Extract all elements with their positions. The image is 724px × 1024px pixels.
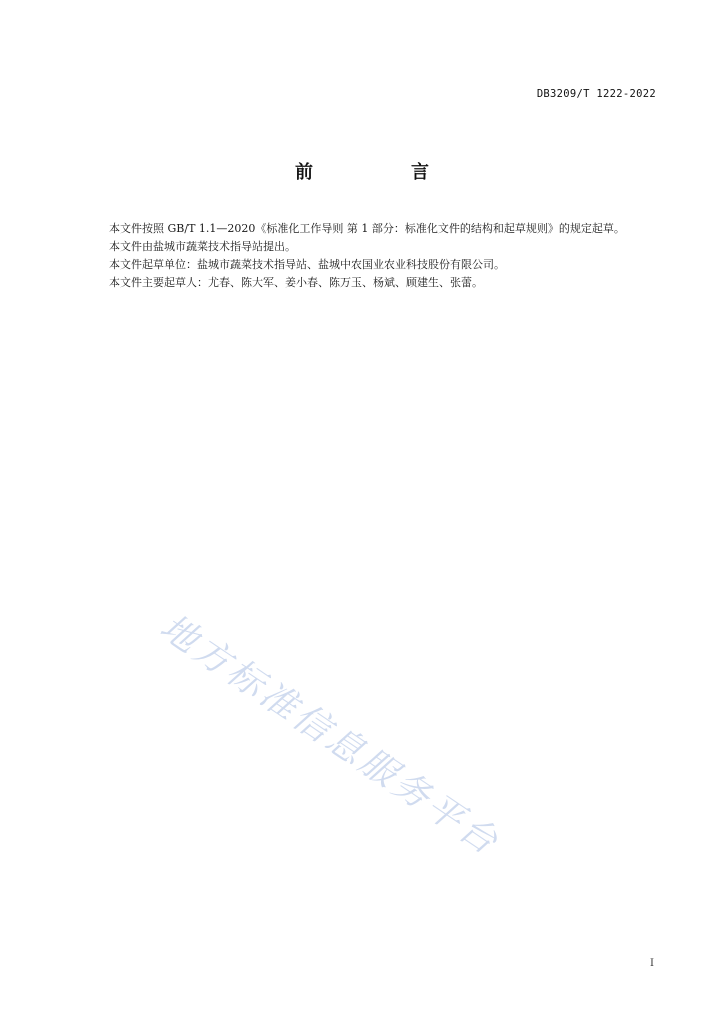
paragraph-drafters: 本文件主要起草人：尤春、陈大军、姜小春、陈万玉、杨斌、顾建生、张蕾。 [109, 276, 483, 289]
paragraph-drafting-units: 本文件起草单位：盐城市蔬菜技术指导站、盐城中农国业农业科技股份有限公司。 [109, 258, 505, 271]
document-code: DB3209/T 1222-2022 [536, 88, 656, 100]
paragraph-proposer: 本文件由盐城市蔬菜技术指导站提出。 [109, 240, 296, 253]
watermark: 地方标准信息服务平台 [152, 606, 508, 865]
page-number: I [650, 958, 654, 969]
paragraph-drafting-basis: 本文件按照 GB/T 1.1—2020《标准化工作导则 第 1 部分：标准化文件的结构和起草规则》的规定起草。 [109, 222, 625, 235]
foreword-body [87, 220, 657, 292]
page-title: 前 言 [295, 162, 469, 183]
